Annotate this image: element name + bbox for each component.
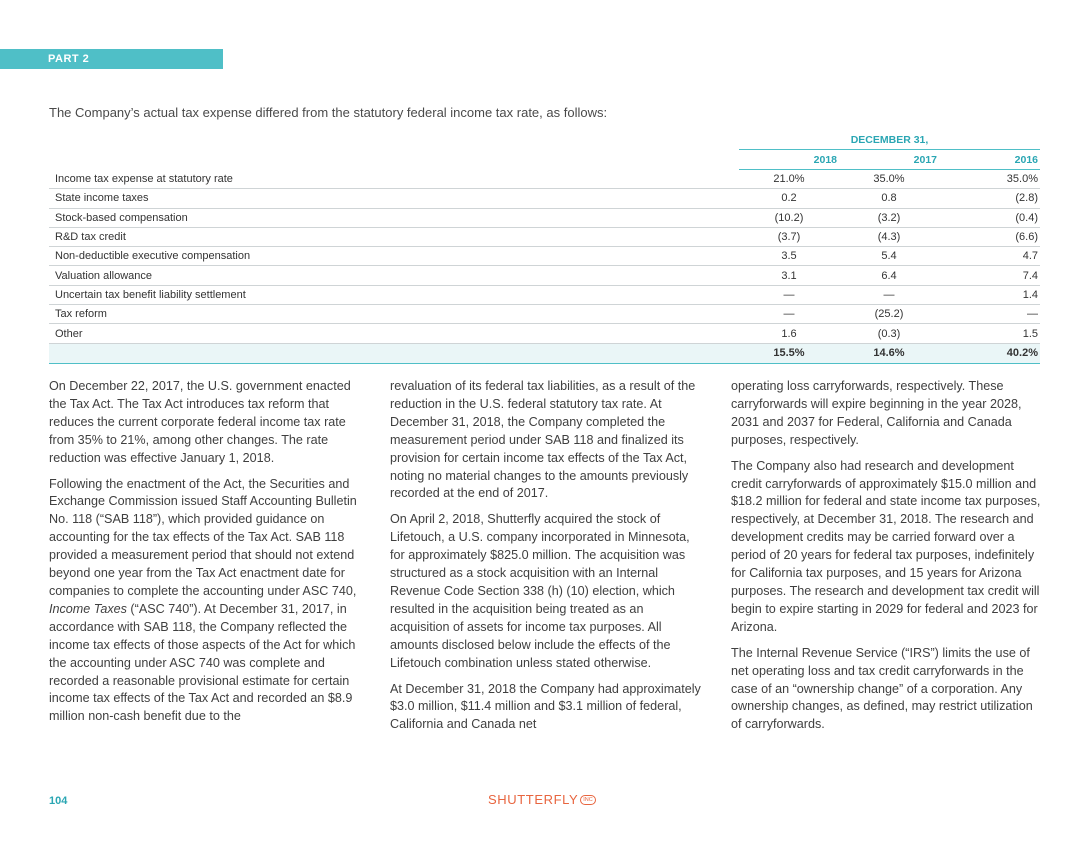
row-value: 35.0% bbox=[939, 170, 1040, 189]
paragraph: At December 31, 2018 the Company had approximately $3.0 million, $11.4 million and $3.1 million of federal, California and Canada net bbox=[390, 681, 701, 732]
table-row bbox=[49, 247, 1040, 266]
row-label: Income tax expense at statutory rate bbox=[49, 170, 739, 189]
year-header: 2018 bbox=[739, 150, 839, 170]
row-value: 5.4 bbox=[839, 247, 939, 266]
row-value: (3.7) bbox=[739, 227, 839, 246]
paragraph: On December 22, 2017, the U.S. government enacted the Tax Act. The Tax Act introduces tax reform that reduces the current corporate federal income tax rate from 35% to 21%, among other changes. The rate reduction was effective January 1, 2018. bbox=[49, 379, 351, 465]
total-label bbox=[49, 343, 739, 363]
text-column-1 bbox=[49, 378, 361, 734]
row-value: 1.6 bbox=[739, 324, 839, 343]
row-value: 21.0% bbox=[739, 170, 839, 189]
logo-mark: INC bbox=[580, 795, 595, 805]
year-header: 2016 bbox=[939, 150, 1040, 170]
total-row bbox=[49, 343, 1040, 363]
row-value: (3.2) bbox=[839, 208, 939, 227]
row-value: 3.5 bbox=[739, 247, 839, 266]
text-column-3 bbox=[731, 378, 1043, 742]
row-label: R&D tax credit bbox=[49, 227, 739, 246]
row-value: 35.0% bbox=[839, 170, 939, 189]
row-value: — bbox=[939, 305, 1040, 324]
table-row bbox=[49, 324, 1040, 343]
table-row bbox=[49, 189, 1040, 208]
paragraph: revaluation of its federal tax liabilities, as a result of the reduction in the U.S. federal statutory tax rate. At December 31, 2018, the Company completed the measurement period under SAB 118 and finalized its provision for certain income tax effects of the Tax Act, noting no material changes to the amounts previously recorded at the end of 2017. bbox=[390, 379, 696, 501]
row-label: Stock-based compensation bbox=[49, 208, 739, 227]
total-value: 14.6% bbox=[839, 343, 939, 363]
italic-term: Income Taxes bbox=[49, 601, 127, 616]
row-value: (25.2) bbox=[839, 305, 939, 324]
row-value: 4.7 bbox=[939, 247, 1040, 266]
page-number: 104 bbox=[49, 795, 68, 807]
paragraph: operating loss carryforwards, respectively. These carryforwards will expire beginning in the year 2028, 2031 and 2037 for Federal, California and Canada purposes, respectively. bbox=[731, 379, 1022, 447]
tax-rate-table bbox=[49, 131, 1040, 364]
row-value: (0.3) bbox=[839, 324, 939, 343]
row-value: (4.3) bbox=[839, 227, 939, 246]
row-value: (0.4) bbox=[939, 208, 1040, 227]
table-row bbox=[49, 285, 1040, 304]
total-value: 15.5% bbox=[739, 343, 839, 363]
row-label: Tax reform bbox=[49, 305, 739, 324]
table-row bbox=[49, 227, 1040, 246]
table-row bbox=[49, 170, 1040, 189]
text-column-2 bbox=[390, 378, 705, 742]
paragraph: On April 2, 2018, Shutterfly acquired the stock of Lifetouch, a U.S. company incorporated in Minnesota, for approximately $825.0 million. The acquisition was structured as a stock acquisition with an Internal Revenue Code Section 338 (h) (10) election, which resulted in the acquisition being treated as an acquisition of assets for income tax purposes. All amounts disclosed below include the effects of the Lifetouch combination unless stated otherwise. bbox=[390, 512, 690, 670]
logo-text: SHUTTERFLY bbox=[488, 792, 579, 807]
row-value: — bbox=[739, 285, 839, 304]
paragraph: Following the enactment of the Act, the Securities and Exchange Commission issued Staff Accounting Bulletin No. 118 (“SAB 118”), which provided guidance on accounting for the tax effects of the Tax Act. SAB 118 provided a measurement period that should not extend beyond one year from the Tax Act enactment date for companies to complete the accounting under ASC 740, Income Taxes (“ASC 740”). At December 31, 2017, in accordance with SAB 118, the Company reflected the income tax effects of those aspects of the Act for which the accounting under ASC 740 was complete and recorded a reasonable provisional estimate for certain income tax effects of the Tax Act and recorded an $8.9 million non-cash benefit due to the bbox=[49, 476, 357, 724]
year-header: 2017 bbox=[839, 150, 939, 170]
row-value: (10.2) bbox=[739, 208, 839, 227]
row-value: — bbox=[839, 285, 939, 304]
row-value: 3.1 bbox=[739, 266, 839, 285]
company-logo bbox=[488, 792, 596, 807]
row-value: (2.8) bbox=[939, 189, 1040, 208]
row-value: (6.6) bbox=[939, 227, 1040, 246]
row-label: Valuation allowance bbox=[49, 266, 739, 285]
table-group-header: DECEMBER 31, bbox=[739, 131, 1040, 150]
row-label: Other bbox=[49, 324, 739, 343]
paragraph: The Internal Revenue Service (“IRS”) limits the use of net operating loss and tax credit carryforwards in the case of an “ownership change” of a corporation. Any ownership changes, as defined, may restrict utilization of carryforwards. bbox=[731, 645, 1033, 732]
row-value: 7.4 bbox=[939, 266, 1040, 285]
row-value: 1.4 bbox=[939, 285, 1040, 304]
row-value: 0.2 bbox=[739, 189, 839, 208]
table-row bbox=[49, 266, 1040, 285]
row-value: — bbox=[739, 305, 839, 324]
row-value: 0.8 bbox=[839, 189, 939, 208]
row-value: 1.5 bbox=[939, 324, 1040, 343]
row-value: 6.4 bbox=[839, 266, 939, 285]
section-label: PART 2 bbox=[0, 49, 223, 69]
row-label: Uncertain tax benefit liability settlement bbox=[49, 285, 739, 304]
row-label: Non-deductible executive compensation bbox=[49, 247, 739, 266]
row-label: State income taxes bbox=[49, 189, 739, 208]
total-value: 40.2% bbox=[939, 343, 1040, 363]
table-row bbox=[49, 305, 1040, 324]
paragraph: The Company also had research and development credit carryforwards of approximately $15.0 million and $18.2 million for federal and state income tax purposes, respectively, at December 31, 2018. The research and development credits may be carried forward over a period of 20 years for federal tax purposes, indefinitely for California tax purposes, and 15 years for Arizona purposes. The research and development tax credit will begin to expire starting in 2029 for federal and 2023 for Arizona. bbox=[731, 458, 1041, 634]
table-row bbox=[49, 208, 1040, 227]
table-intro: The Company’s actual tax expense differed from the statutory federal income tax rate, as follows: bbox=[49, 105, 608, 120]
